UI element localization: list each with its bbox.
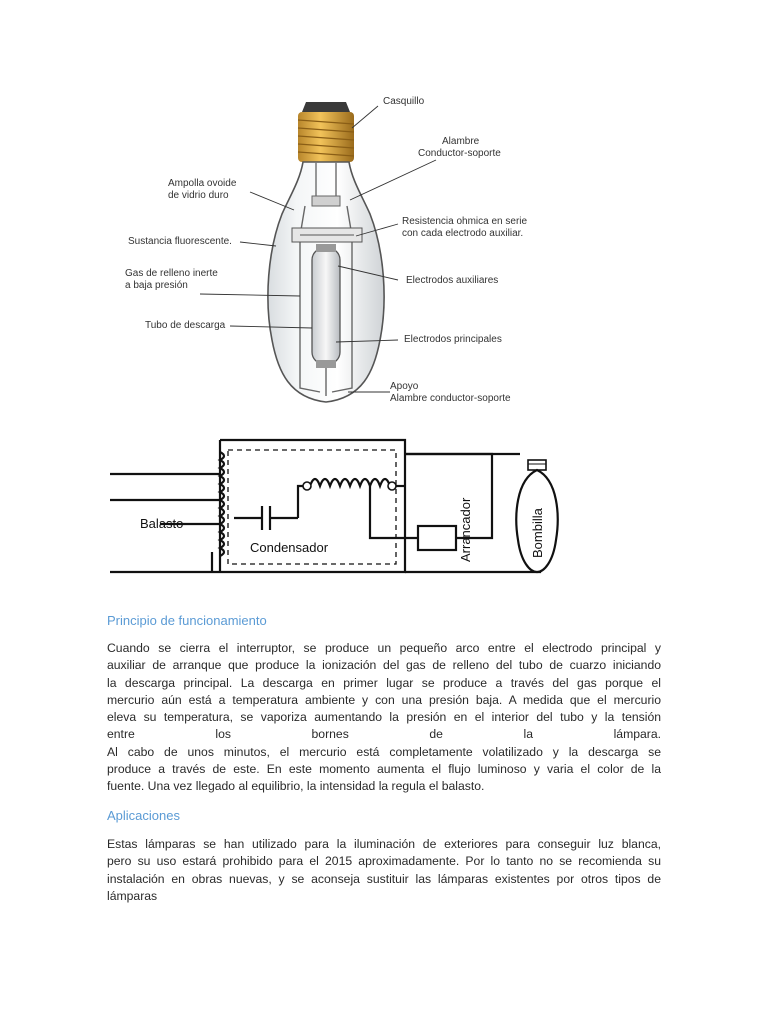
text-line: produce a través de este. En este momento aumenta el flujo luminoso y varia el color de la — [107, 762, 661, 777]
label-apoyo-2: Alambre conductor-soporte — [390, 393, 511, 404]
lamp-cap-tip — [302, 102, 350, 112]
lamp-illustration — [0, 0, 768, 420]
label-resistencia-2: con cada electrodo auxiliar. — [402, 228, 524, 239]
label-resistencia: Resistencia ohmica en serie — [402, 216, 528, 227]
text-line: la descarga principal. La descarga en primer lugar se produce a través del gas porque el — [107, 675, 661, 690]
label-condensador: Condensador — [250, 540, 329, 555]
label-gas: Gas de relleno inerte — [125, 268, 218, 279]
label-tubo: Tubo de descarga — [145, 320, 226, 331]
label-alambre: Alambre — [442, 136, 480, 147]
label-electrodos-aux: Electrodos auxiliares — [406, 275, 499, 286]
section-heading-principio: Principio de funcionamiento — [107, 613, 267, 628]
label-apoyo: Apoyo — [390, 381, 419, 392]
text-line: Al cabo de unos minutos, el mercurio está completamente volatilizado y la descarga se — [107, 744, 661, 759]
text-line: lámparas — [107, 888, 158, 903]
lamp-diagram — [0, 0, 768, 420]
text-line: Estas lámparas se han utilizado para la iluminación de exteriores para conseguir luz blanca, — [107, 837, 661, 851]
label-arrancador: Arrancador — [458, 497, 473, 562]
section-heading-aplicaciones: Aplicaciones — [107, 808, 180, 823]
label-sustancia: Sustancia fluorescente. — [128, 236, 232, 247]
label-electrodos-pri: Electrodos principales — [404, 334, 502, 345]
text-line: Cuando se cierra el interruptor, se produce un pequeño arco entre el electrodo principal y — [107, 641, 661, 655]
text-line: fuente. Una vez llegado al equilibrio, la intensidad la regula el balasto. — [107, 779, 485, 794]
paragraph-principio — [107, 640, 661, 796]
circuit-schematic — [100, 430, 560, 580]
paragraph-aplicaciones — [107, 836, 661, 905]
text-line: entre los bornes de la lámpara. — [107, 727, 661, 742]
label-bombilla: Bombilla — [530, 508, 545, 558]
text-line: pero su uso estará prohibido para el 2015 aproximadamente. Por lo tanto no se recomienda su — [107, 854, 661, 869]
text-line: instalación en obras nuevas, y se aconseja sustituir las lámparas existentes por otros tipos de — [107, 871, 661, 886]
text-line: auxiliar de arranque que produce la ionización del gas de relleno del tubo de cuarzo iniciando — [107, 658, 661, 673]
circuit-diagram — [100, 430, 560, 580]
text-line: eleva su temperatura, se vaporiza aumentando la presión en el interior del tubo y la tensión — [107, 710, 661, 725]
label-ampolla: Ampolla ovoide — [168, 178, 237, 189]
discharge-tube — [312, 248, 340, 364]
text-line: mercurio aún está a temperatura ambiente y con una presión baja. A medida que el mercurio — [107, 692, 661, 707]
label-vidrio: de vidrio duro — [168, 190, 229, 201]
label-gas-2: a baja presión — [125, 280, 188, 291]
label-conductor-soporte: Conductor-soporte — [418, 148, 501, 159]
label-casquillo: Casquillo — [383, 96, 425, 107]
label-balasto: Balasto — [140, 516, 184, 531]
